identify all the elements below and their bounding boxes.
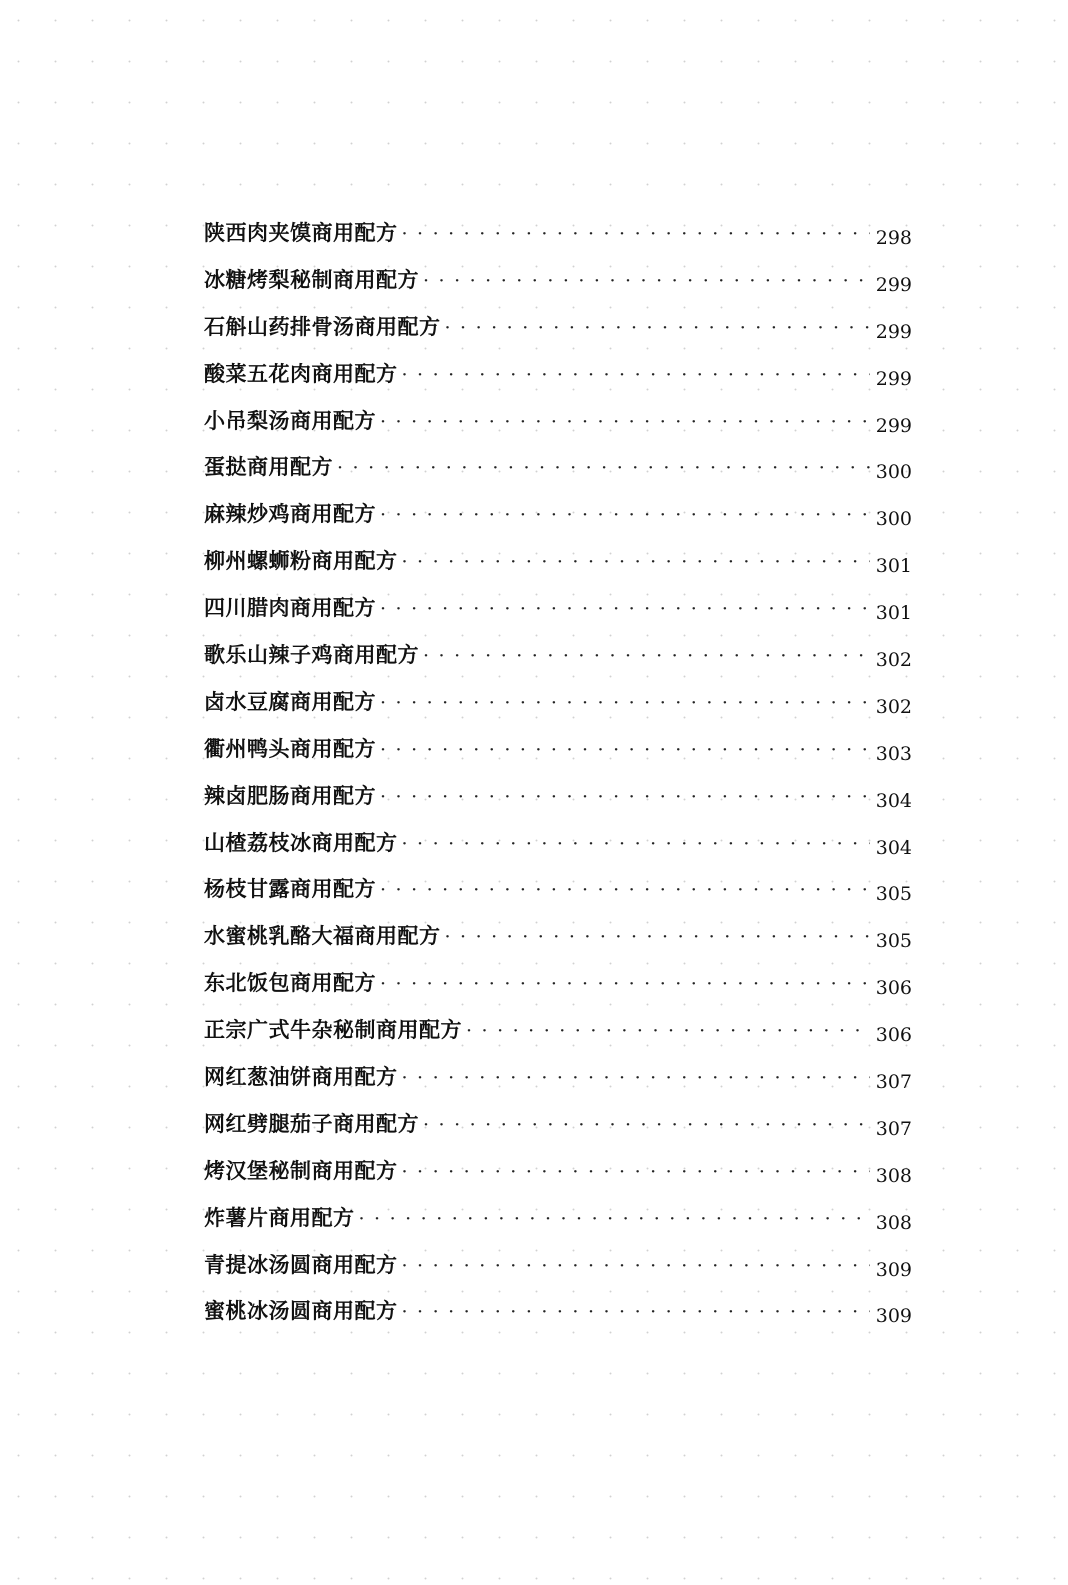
dot-leader xyxy=(445,914,870,961)
page-number: 303 xyxy=(875,742,912,765)
dot-leader xyxy=(423,258,870,305)
page-number: 308 xyxy=(875,1164,912,1187)
toc-entry[interactable] xyxy=(204,632,912,679)
toc-entry[interactable] xyxy=(204,726,912,773)
toc-entry[interactable] xyxy=(204,1242,912,1289)
page-number: 300 xyxy=(875,508,912,531)
page-number: 299 xyxy=(875,320,912,343)
entry-title: 网红葱油饼商用配方 xyxy=(204,1064,398,1090)
entry-title: 石斛山药排骨汤商用配方 xyxy=(204,313,441,339)
dot-leader xyxy=(380,586,870,633)
toc-entry[interactable] xyxy=(204,1288,912,1335)
entry-title: 柳州螺蛳粉商用配方 xyxy=(204,548,398,574)
page-number: 304 xyxy=(875,789,912,812)
dot-leader xyxy=(337,445,870,492)
toc-entry[interactable] xyxy=(204,1054,912,1101)
entry-title: 冰糖烤梨秘制商用配方 xyxy=(204,266,419,292)
dot-leader xyxy=(402,211,870,258)
dot-leader xyxy=(402,821,870,868)
page-number: 302 xyxy=(875,649,912,672)
page-number: 304 xyxy=(875,836,912,859)
dot-leader xyxy=(380,961,870,1008)
page-number: 305 xyxy=(875,930,912,953)
page-number: 309 xyxy=(875,1305,912,1328)
page-number: 305 xyxy=(875,883,912,906)
dot-leader xyxy=(380,492,870,539)
toc-entry[interactable] xyxy=(204,773,912,820)
entry-title: 辣卤肥肠商用配方 xyxy=(204,782,376,808)
toc-entry[interactable] xyxy=(204,585,912,632)
page-number: 307 xyxy=(875,1117,912,1140)
dot-leader xyxy=(359,1196,870,1243)
page-number: 299 xyxy=(875,367,912,390)
toc-entry[interactable] xyxy=(204,398,912,445)
entry-title: 陕西肉夹馍商用配方 xyxy=(204,220,398,245)
dot-leader xyxy=(402,1055,870,1102)
toc-entry[interactable] xyxy=(204,304,912,351)
toc-entry[interactable] xyxy=(204,351,912,398)
entry-title: 烤汉堡秘制商用配方 xyxy=(204,1157,398,1183)
entry-title: 杨枝甘露商用配方 xyxy=(204,876,376,902)
toc-entry[interactable] xyxy=(204,491,912,538)
toc-entry[interactable] xyxy=(204,960,912,1007)
dot-leader xyxy=(380,867,870,914)
entry-title: 歌乐山辣子鸡商用配方 xyxy=(204,642,419,668)
toc-entry[interactable] xyxy=(204,210,912,257)
toc-entry[interactable] xyxy=(204,913,912,960)
entry-title: 青提冰汤圆商用配方 xyxy=(204,1251,398,1277)
dot-leader xyxy=(402,352,870,399)
dot-leader xyxy=(423,633,870,680)
page-number: 299 xyxy=(875,273,912,296)
toc-entry[interactable] xyxy=(204,820,912,867)
toc-entry[interactable] xyxy=(204,538,912,585)
toc-entry[interactable] xyxy=(204,1007,912,1054)
entry-title: 水蜜桃乳酪大福商用配方 xyxy=(204,923,441,949)
entry-title: 四川腊肉商用配方 xyxy=(204,595,376,621)
dot-leader xyxy=(380,774,870,821)
dot-leader xyxy=(402,1289,870,1336)
toc-entry[interactable] xyxy=(204,866,912,913)
entry-title: 蜜桃冰汤圆商用配方 xyxy=(204,1298,398,1324)
page-number: 309 xyxy=(875,1258,912,1281)
toc-entry[interactable] xyxy=(204,1101,912,1148)
page-number: 301 xyxy=(875,602,912,625)
page-number: 300 xyxy=(875,461,912,484)
dot-leader xyxy=(380,399,870,446)
dot-leader xyxy=(423,1102,870,1149)
toc-entry[interactable] xyxy=(204,1148,912,1195)
entry-title: 网红劈腿茄子商用配方 xyxy=(204,1110,419,1136)
toc-entry[interactable] xyxy=(204,444,912,491)
table-of-contents xyxy=(204,210,912,1335)
entry-title: 正宗广式牛杂秘制商用配方 xyxy=(204,1017,462,1043)
dot-leader xyxy=(402,539,870,586)
dot-leader xyxy=(445,305,870,352)
page-number: 308 xyxy=(875,1211,912,1234)
entry-title: 蛋挞商用配方 xyxy=(204,454,333,480)
toc-entry[interactable] xyxy=(204,679,912,726)
page-number: 306 xyxy=(875,977,912,1000)
dot-leader xyxy=(402,1149,870,1196)
entry-title: 小吊梨汤商用配方 xyxy=(204,407,376,433)
entry-title: 衢州鸭头商用配方 xyxy=(204,735,376,761)
page-number: 306 xyxy=(875,1024,912,1047)
entry-title: 麻辣炒鸡商用配方 xyxy=(204,501,376,527)
entry-title: 山楂荔枝冰商用配方 xyxy=(204,829,398,855)
dot-leader xyxy=(380,680,870,727)
toc-entry[interactable] xyxy=(204,1195,912,1242)
dot-leader xyxy=(466,1008,870,1055)
page-number: 299 xyxy=(875,414,912,437)
entry-title: 酸菜五花肉商用配方 xyxy=(204,360,398,386)
page-number: 301 xyxy=(875,555,912,578)
entry-title: 炸薯片商用配方 xyxy=(204,1204,355,1230)
dot-leader xyxy=(402,1243,870,1290)
page-number: 307 xyxy=(875,1071,912,1094)
entry-title: 东北饭包商用配方 xyxy=(204,970,376,996)
page-number: 298 xyxy=(875,227,912,249)
toc-entry[interactable] xyxy=(204,257,912,304)
dot-leader xyxy=(380,727,870,774)
entry-title: 卤水豆腐商用配方 xyxy=(204,688,376,714)
page-number: 302 xyxy=(875,695,912,718)
